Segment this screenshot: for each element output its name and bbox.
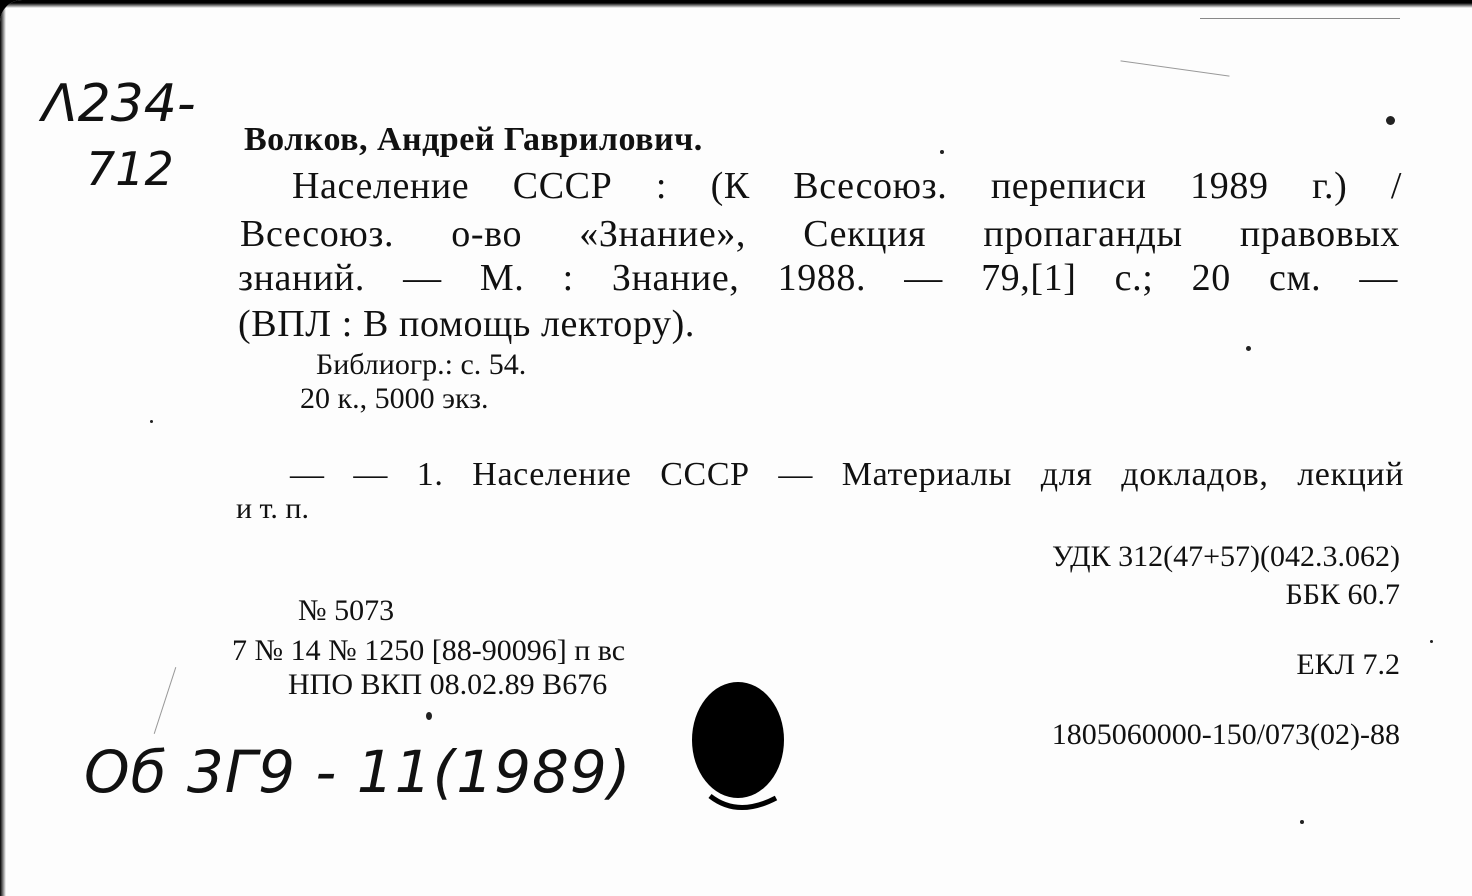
dust-speck bbox=[1246, 346, 1251, 351]
dust-speck bbox=[1430, 640, 1433, 643]
subject-heading-line-1: — — 1. Население СССР — Материалы для докладов, лекций bbox=[290, 456, 1404, 493]
handwritten-call-number-top: Λ234- bbox=[42, 74, 196, 134]
subject-heading-line-2: и т. п. bbox=[236, 492, 309, 525]
card-edge-top bbox=[0, 0, 1472, 8]
scan-streak bbox=[154, 667, 177, 734]
dust-speck bbox=[940, 150, 944, 154]
card-edge-left bbox=[0, 0, 6, 896]
udk-index: УДК 312(47+57)(042.3.062) bbox=[1051, 540, 1400, 573]
scan-streak bbox=[1200, 18, 1400, 19]
title-line-1: Население СССР : (К Всесоюз. переписи 1989 г.) / bbox=[292, 165, 1402, 207]
title-line-3: знаний. — М. : Знание, 1988. — 79,[1] с.; 20 см. — bbox=[238, 257, 1398, 299]
author-heading: Волков, Андрей Гаврилович. bbox=[244, 121, 703, 158]
card-number: № 5073 bbox=[298, 594, 395, 627]
bibliography-note: Библиогр.: с. 54. bbox=[316, 348, 527, 381]
price-print-run: 20 к., 5000 экз. bbox=[300, 382, 489, 415]
handwritten-call-number-bottom: 712 bbox=[86, 142, 174, 196]
scan-streak bbox=[1120, 60, 1229, 76]
handwritten-note: Об 3Г9 - 11(1989) bbox=[84, 738, 632, 806]
dust-speck bbox=[1300, 820, 1304, 824]
dust-speck bbox=[426, 712, 432, 720]
publisher-line: НПО ВКП 08.02.89 В676 bbox=[288, 668, 608, 701]
title-line-4: (ВПЛ : В помощь лектору). bbox=[238, 303, 695, 345]
punched-hole bbox=[680, 676, 800, 816]
classification-code: 1805060000-150/073(02)-88 bbox=[1051, 718, 1400, 751]
printing-line: 7 № 14 № 1250 [88-90096] п вс bbox=[232, 634, 626, 667]
title-line-2: Всесоюз. о-во «Знание», Секция пропаганды правовых bbox=[240, 213, 1400, 255]
dust-speck bbox=[150, 420, 153, 423]
ekl-index: ЕКЛ 7.2 bbox=[1296, 648, 1400, 681]
bbk-index: ББК 60.7 bbox=[1285, 578, 1400, 611]
dust-speck bbox=[1386, 116, 1395, 125]
